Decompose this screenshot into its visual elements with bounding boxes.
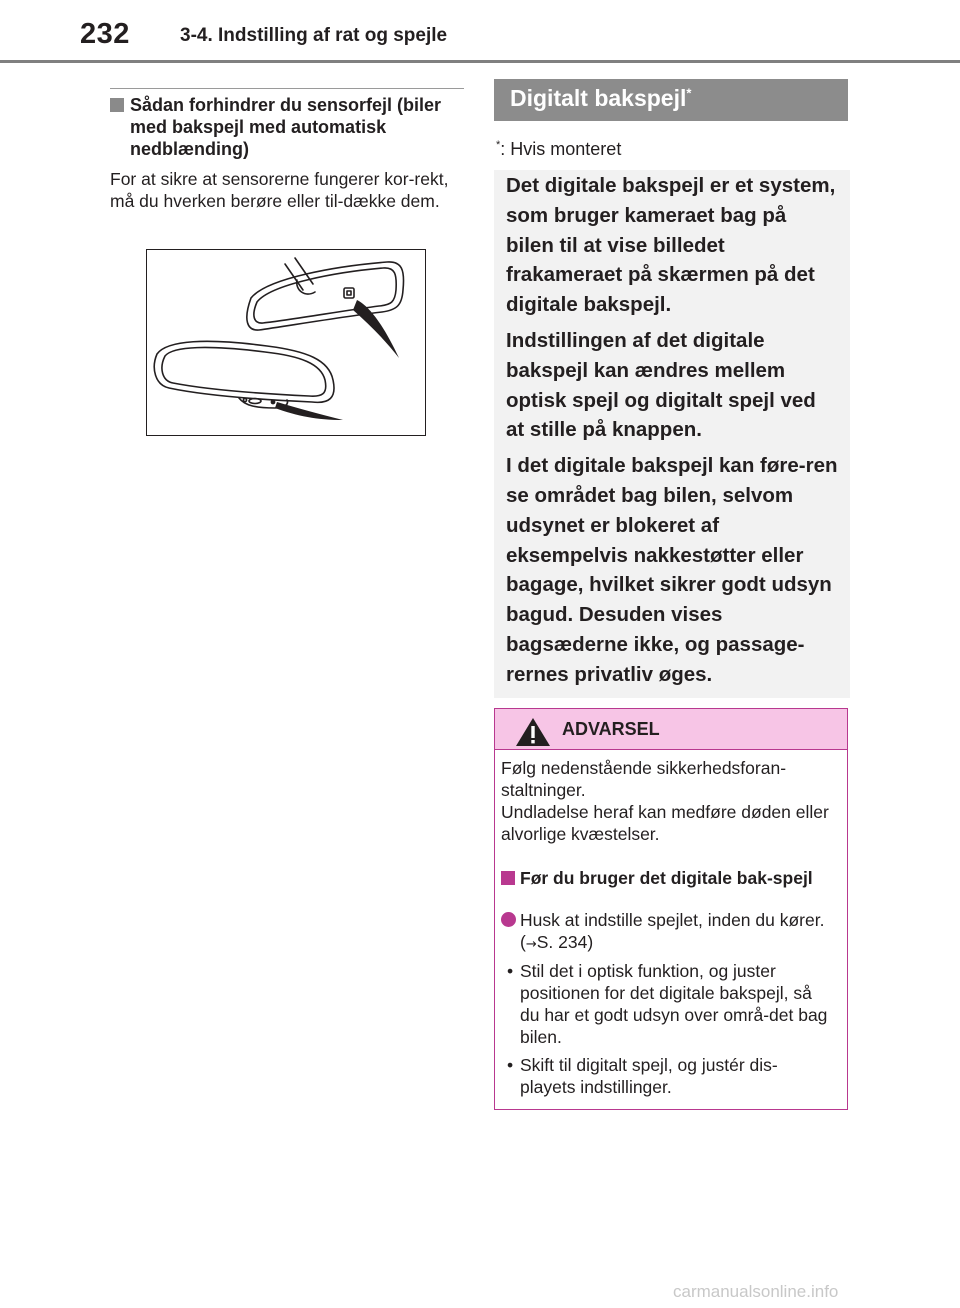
warning-subheading <box>501 867 833 889</box>
warning-list-item <box>501 909 833 956</box>
warning-bullet-item <box>501 960 833 1048</box>
digital-mirror-heading <box>494 79 848 121</box>
page-reference-link[interactable]: S. 234) <box>536 932 594 952</box>
warning-bullet-item <box>501 1054 833 1098</box>
left-section-divider <box>110 88 464 89</box>
warning-box <box>494 708 848 1110</box>
section-title: 3-4. Indstilling af rat og spejle <box>180 25 448 46</box>
warning-triangle-icon <box>515 717 551 747</box>
page-number: 232 <box>80 18 130 50</box>
page-header <box>0 0 960 62</box>
watermark: carmanualsonline.info <box>673 1282 839 1301</box>
warning-subheading-text: Før du bruger det digitale bak-spejl <box>520 868 813 888</box>
info-paragraph: I det digitale bakspejl kan føre-ren se området bag bilen, selvom udsynet er blokeret af eksempelvis nakkestøtter eller bagage, hvilket sikrer godt udsyn bagud. Desuden vises bagsæderne ikke, og passage-rernes privatliv øges. <box>506 454 838 686</box>
item-text: Husk at indstille spejlet, inden du kører. ( <box>520 910 825 952</box>
arrow-right-icon: → <box>525 937 537 952</box>
digital-mirror-info-box <box>494 170 850 698</box>
warning-body-line: Undladelse heraf kan medføre døden eller alvorlige kvæstelser. <box>501 802 829 844</box>
digital-mirror-heading-text: Digitalt bakspejl <box>510 85 687 111</box>
circle-bullet-icon <box>501 912 516 927</box>
mirror-illustration <box>146 249 426 436</box>
sensor-subheading <box>110 94 464 160</box>
square-bullet-icon <box>501 871 515 885</box>
warning-body <box>501 757 833 845</box>
info-paragraph: Indstillingen af det digitale bakspejl kan ændres mellem optisk spejl og digitalt spejl ved at stille på knappen. <box>506 328 816 442</box>
header-divider <box>0 60 960 63</box>
warning-header <box>495 709 847 750</box>
bullet-glyph: • <box>507 961 514 981</box>
sensor-body-text: For at sikre at sensorerne fungerer kor-rekt, må du hverken berøre eller til-dække dem. <box>110 169 449 211</box>
bullet-text: Stil det i optisk funktion, og juster positionen for det digitale bakspejl, så du har et godt udsyn over områ-det bag bilen. <box>520 961 828 1047</box>
sensor-subheading-text: Sådan forhindrer du sensorfejl (biler med bakspejl med automatisk nedblænding) <box>130 95 442 159</box>
footnote-text: : Hvis monteret <box>500 139 622 159</box>
bullet-text: Skift til digitalt spejl, og justér dis-playets indstillinger. <box>520 1055 778 1097</box>
footnote-mark: * <box>496 139 501 151</box>
square-bullet-icon <box>110 98 124 112</box>
heading-footnote-mark: * <box>686 85 692 101</box>
warning-body-line: Følg nedenstående sikkerhedsforan-staltninger. <box>501 758 787 800</box>
footnote <box>496 139 621 160</box>
mirror-sensor-drawing <box>147 250 424 434</box>
info-paragraph: Det digitale bakspejl er et system, som bruger kameraet bag på bilen til at vise billedet frakameraet på skærmen på det digitale bakspejl. <box>506 174 836 317</box>
bullet-glyph: • <box>507 1055 514 1075</box>
warning-title: ADVARSEL <box>562 719 660 739</box>
